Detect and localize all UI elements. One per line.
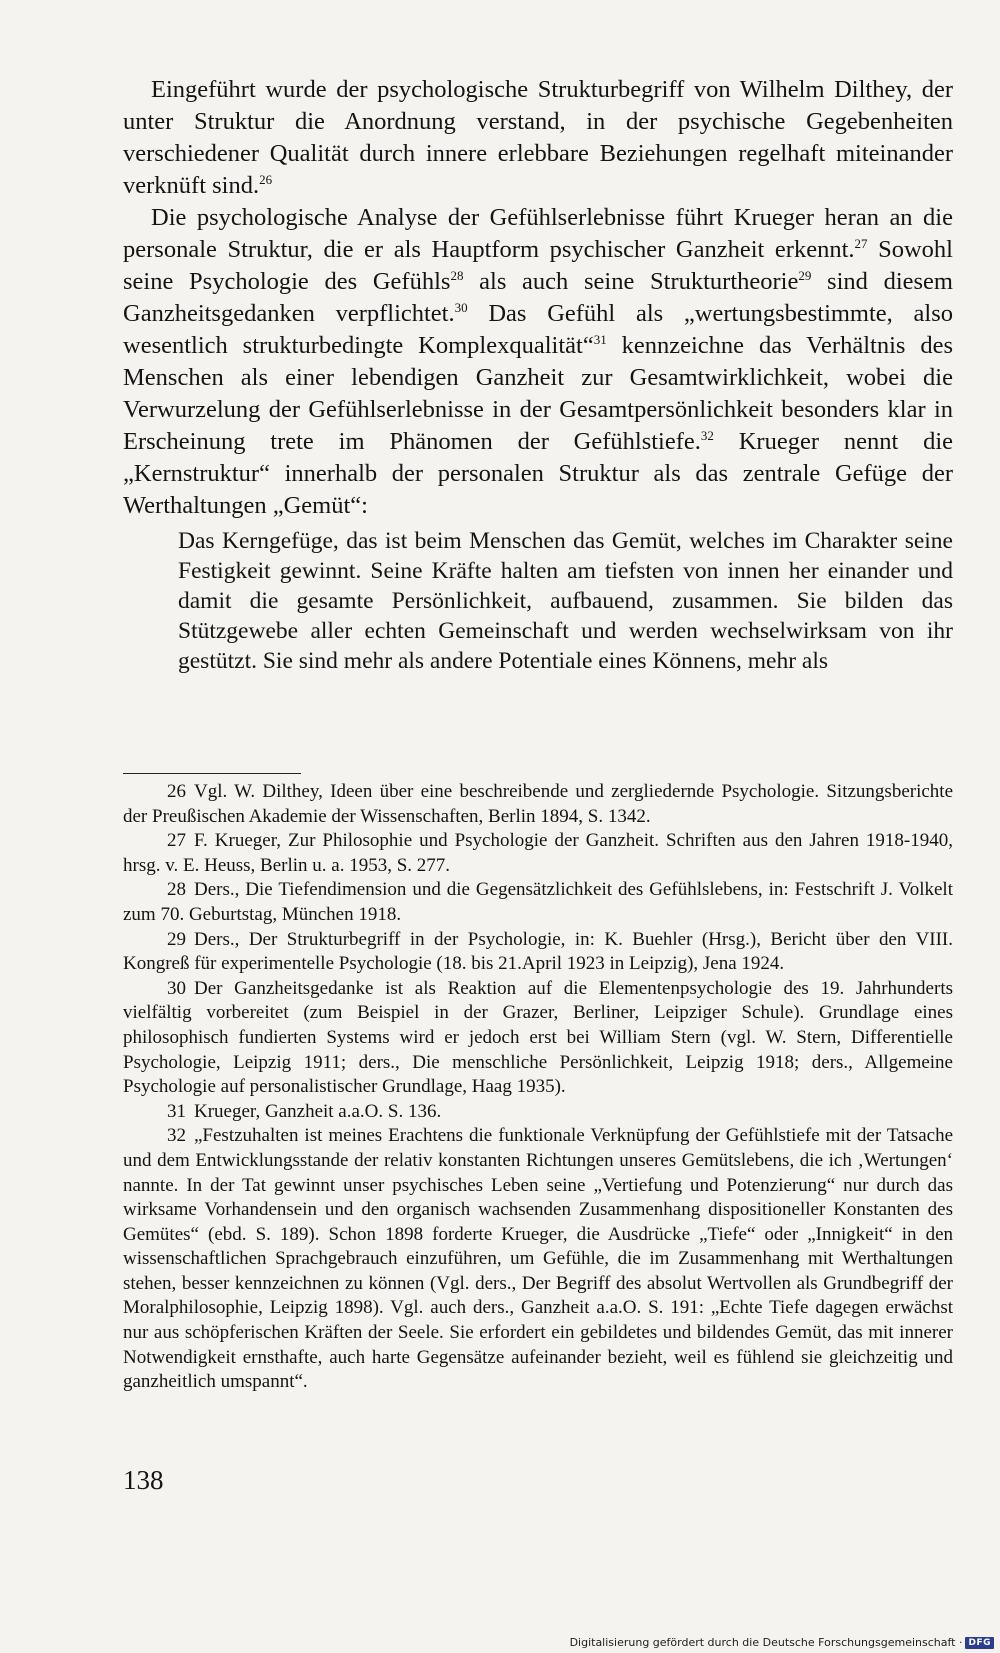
- footnotes: [123, 780, 953, 1395]
- page-number: 138: [123, 1465, 164, 1495]
- footnote-text: „Festzuhalten ist meines Erachtens die funktionale Verknüpfung der Gefühlstiefe mit der Tatsache und dem Entwicklungsstande der relativ konstanten Richtungen unseres Gemütslebens, die ich ‚Wertungen‘ nannte. In der Tat gewinnt unser psychisches Leben seine „Vertiefung und Potenzierung“ nur durch das wirksame Vorhandensein und den organisch wachsenden Zusammenhang dispositioneller Konstanten des Gemütes“ (ebd. S. 189). Schon 1898 forderte Krueger, die Ausdrücke „Tiefe“ oder „Innigkeit“ in den wissenschaftlichen Sprachgebrauch einzuführen, um Gefühle, die im Zusammenhang mit Werthaltungen stehen, besser kennzeichnen zu können (Vgl. ders., Der Begriff des absolut Wertvollen als Grundbegriff der Moralphilosophie, Leipzig 1898). Vgl. auch ders., Ganzheit a.a.O. S. 191: „Echte Tiefe dagegen erwächst nur aus schöpferischen Kräften der Seele. Sie erfordert ein gebildetes und bildendes Gemüt, das mit innerer Notwendigkeit ernsthafte, auch harte Gegensätze aufeinander bezieht, weil es fühlend sie gleichzeitig und ganzheitlich umspannt“.: [123, 1125, 953, 1393]
- main-text: [123, 74, 953, 676]
- footnote-number: 29: [167, 928, 186, 950]
- paragraph-2: Die psychologische Analyse der Gefühlserlebnisse führt Krueger heran an die personale Struktur, die er als Hauptform psychischer Ganzheit erkennt.$^{27}$ Sowohl seine Psychologie des Gefühls$^{28}$ als auch seine Strukturtheorie$^{29}$ sind diesem Ganzheitsgedanken verpflichtet.$^{30}$ Das Gefühl als „wertungsbestimmte, also wesentlich strukturbedingte Komplexqualität“$^{31}$ kennzeichne das Verhältnis des Menschen als einer lebendigen Ganzheit zur Gesamtwirklichkeit, wobei die Verwurzelung der Gefühlserlebnisse in der Gesamtpersönlichkeit besonders klar in Erscheinung trete im Phänomen der Gefühlstiefe.$^{32}$ Krueger nennt die „Kernstruktur“ innerhalb der personalen Struktur als das zentrale Gefüge der Werthaltungen „Gemüt“:: [123, 204, 954, 519]
- footnote-reference: 29: [798, 268, 812, 283]
- footnote-reference: 30: [454, 300, 468, 315]
- footnote-reference: 32: [700, 428, 714, 443]
- footnote-reference: 26: [259, 172, 273, 187]
- dfg-logo-icon: DFG: [965, 1637, 994, 1649]
- paragraph-1: Eingeführt wurde der psychologische Strukturbegriff von Wilhelm Dilthey, der unter Struktur die Anordnung verstand, in der psychische Gegebenheiten verschiedener Qualität durch innere erlebbare Beziehungen regelhaft miteinander verknüft sind.$^{26}$: [123, 76, 953, 199]
- footnote-text: Ders., Der Strukturbegriff in der Psychologie, in: K. Buehler (Hrsg.), Bericht über den VIII. Kongreß für experimentelle Psychologie (18. bis 21.April 1923 in Leipzig), Jena 1924.: [123, 928, 953, 975]
- footnote-number: 26: [167, 781, 186, 802]
- footnote-text: Vgl. W. Dilthey, Ideen über eine beschreibende und zergliedernde Psychologie. Sitzungsberichte der Preußischen Akademie der Wissenschaften, Berlin 1894, S. 1342.: [123, 781, 953, 827]
- footnote-separator: [123, 773, 301, 774]
- footnote: [123, 1124, 953, 1395]
- footnote: [123, 928, 953, 977]
- footnote-number: 31: [167, 1100, 186, 1122]
- footer-text: Digitalisierung gefördert durch die Deutsche Forschungsgemeinschaft ·: [569, 1636, 963, 1649]
- footnote-reference: 27: [854, 236, 868, 251]
- block-quote: Das Kerngefüge, das ist beim Menschen das Gemüt, welches im Charakter seine Festigkeit gewinnt. Seine Kräfte halten am tiefsten von innen her einander und damit die gesamte Persönlichkeit, aufbauend, zusammen. Sie bilden das Stützgewebe aller echten Gemeinschaft und werden wechselwirksam von ihr gestützt. Sie sind mehr als andere Potentiale eines Könnens, mehr als: [178, 528, 953, 674]
- footnote-number: 30: [167, 977, 186, 999]
- footnote-number: 28: [167, 879, 186, 901]
- footnote-text: Krueger, Ganzheit a.a.O. S. 136.: [194, 1100, 442, 1122]
- digitization-footer: [570, 1636, 994, 1649]
- footnote: [123, 977, 953, 1100]
- footnote-number: 27: [167, 830, 186, 852]
- footnote: [123, 780, 953, 829]
- footnote: [123, 829, 953, 878]
- footnote-reference: 28: [450, 268, 464, 283]
- footnote: [123, 1100, 953, 1125]
- footnote: [123, 878, 953, 927]
- footnote-text: Der Ganzheitsgedanke ist als Reaktion auf die Elementenpsychologie des 19. Jahrhunderts vielfältig vorbereitet (zum Beispiel in der Grazer, Berliner, Leipziger Schule). Grundlage eines philosophisch fundierten Systems wird er jedoch erst bei William Stern (vgl. W. Stern, Differentielle Psychologie, Leipzig 1911; ders., Die menschliche Persönlichkeit, Leipzig 1918; ders., Allgemeine Psychologie auf personalistischer Grundlage, Haag 1935).: [123, 977, 953, 1098]
- footnote-reference: 31: [593, 332, 607, 347]
- footnote-text: Ders., Die Tiefendimension und die Gegensätzlichkeit des Gefühlslebens, in: Festschrift J. Volkelt zum 70. Geburtstag, München 1918.: [123, 879, 953, 925]
- footnote-number: 32: [167, 1125, 186, 1147]
- footnote-text: F. Krueger, Zur Philosophie und Psychologie der Ganzheit. Schriften aus den Jahren 1918-1940, hrsg. v. E. Heuss, Berlin u. a. 1953, S. 277.: [123, 830, 953, 876]
